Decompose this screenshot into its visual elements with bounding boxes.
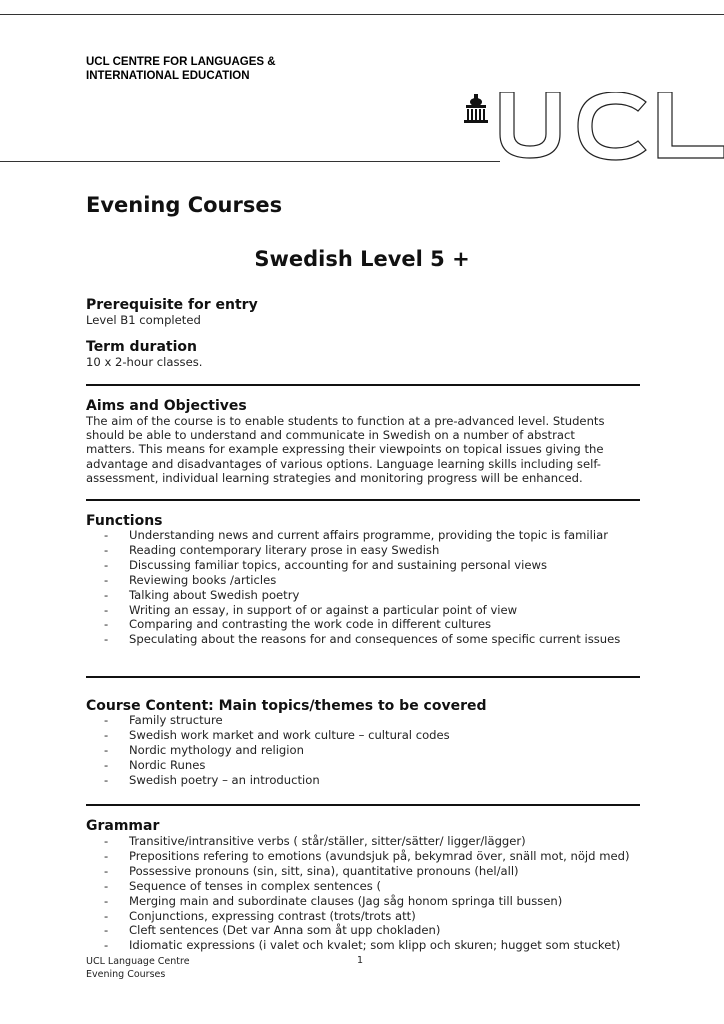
functions-heading: Functions bbox=[86, 513, 163, 529]
list-item: - Writing an essay, in support of or against a particular point of view bbox=[104, 603, 620, 618]
list-item: - Discussing familiar topics, accounting for and sustaining personal views bbox=[104, 558, 620, 573]
aims-line: advantage and disadvantages of various options. Language learning skills including self- bbox=[86, 456, 601, 471]
logo-text: UCL bbox=[458, 92, 460, 93]
footer-line2: Evening Courses bbox=[86, 969, 166, 980]
list-item: - Talking about Swedish poetry bbox=[104, 588, 620, 603]
list-item: - Prepositions refering to emotions (avundsjuk på, bekymrad över, snäll mot, nöjd med) bbox=[104, 849, 630, 864]
list-item: - Idiomatic expressions (i valet och kvalet; som klipp och skuren; hugget som stucket) bbox=[104, 938, 630, 953]
org-name-line2: INTERNATIONAL EDUCATION bbox=[86, 70, 250, 82]
list-item: - Cleft sentences (Det var Anna som åt upp chokladen) bbox=[104, 923, 630, 938]
footer bbox=[86, 955, 190, 981]
term-text: 10 x 2-hour classes. bbox=[86, 355, 203, 369]
aims-line: matters. This means for example expressing their viewpoints on topical issues giving the bbox=[86, 442, 604, 457]
list-item: - Speculating about the reasons for and consequences of some specific current issues bbox=[104, 632, 620, 647]
org-name-line1: UCL CENTRE FOR LANGUAGES & bbox=[86, 56, 276, 68]
list-item: - Nordic Runes bbox=[104, 758, 450, 773]
list-item: - Understanding news and current affairs programme, providing the topic is familiar bbox=[104, 528, 620, 543]
list-item: - Merging main and subordinate clauses (Jag såg honom springa till bussen) bbox=[104, 894, 630, 909]
top-rule bbox=[0, 14, 724, 15]
course-title: Swedish Level 5 + bbox=[254, 247, 470, 271]
aims-heading: Aims and Objectives bbox=[86, 398, 247, 414]
list-item: - Reviewing books /articles bbox=[104, 573, 620, 588]
divider-2 bbox=[86, 499, 640, 501]
functions-list bbox=[104, 528, 620, 647]
aims-paragraph bbox=[86, 414, 626, 485]
list-item: - Reading contemporary literary prose in easy Swedish bbox=[104, 543, 620, 558]
content-list bbox=[104, 713, 450, 788]
list-item: - Comparing and contrasting the work code in different cultures bbox=[104, 617, 620, 632]
header-org bbox=[86, 55, 276, 83]
divider-4 bbox=[86, 804, 640, 806]
list-item: - Swedish work market and work culture – cultural codes bbox=[104, 728, 450, 743]
list-item: - Nordic mythology and religion bbox=[104, 743, 450, 758]
aims-line: should be able to understand and communicate in Swedish on a number of abstract bbox=[86, 428, 575, 443]
grammar-heading: Grammar bbox=[86, 818, 160, 834]
aims-line: assessment, individual learning strategies and monitoring progress will be enhanced. bbox=[86, 470, 583, 485]
page-number: 1 bbox=[357, 955, 364, 966]
list-item: - Possessive pronouns (sin, sitt, sina), quantitative pronouns (hel/all) bbox=[104, 864, 630, 879]
divider-3 bbox=[86, 676, 640, 678]
portico-icon bbox=[464, 94, 488, 123]
ucl-wordmark bbox=[500, 92, 724, 160]
list-item: - Transitive/intransitive verbs ( står/ställer, sitter/sätter/ ligger/lägger) bbox=[104, 834, 630, 849]
prerequisite-heading: Prerequisite for entry bbox=[86, 297, 258, 313]
content-heading: Course Content: Main topics/themes to be covered bbox=[86, 698, 487, 714]
page-title: Evening Courses bbox=[86, 193, 283, 217]
list-item: - Family structure bbox=[104, 713, 450, 728]
divider-1 bbox=[86, 384, 640, 386]
header-rule bbox=[0, 161, 500, 162]
aims-line: The aim of the course is to enable students to function at a pre-advanced level. Students bbox=[86, 414, 605, 428]
list-item: - Swedish poetry – an introduction bbox=[104, 773, 450, 788]
footer-line1: UCL Language Centre bbox=[86, 956, 190, 967]
list-item: - Conjunctions, expressing contrast (trots/trots att) bbox=[104, 909, 630, 924]
term-heading: Term duration bbox=[86, 339, 197, 355]
ucl-logo bbox=[458, 92, 724, 166]
prerequisite-text: Level B1 completed bbox=[86, 313, 201, 327]
grammar-list bbox=[104, 834, 630, 953]
list-item: - Sequence of tenses in complex sentences ( bbox=[104, 879, 630, 894]
